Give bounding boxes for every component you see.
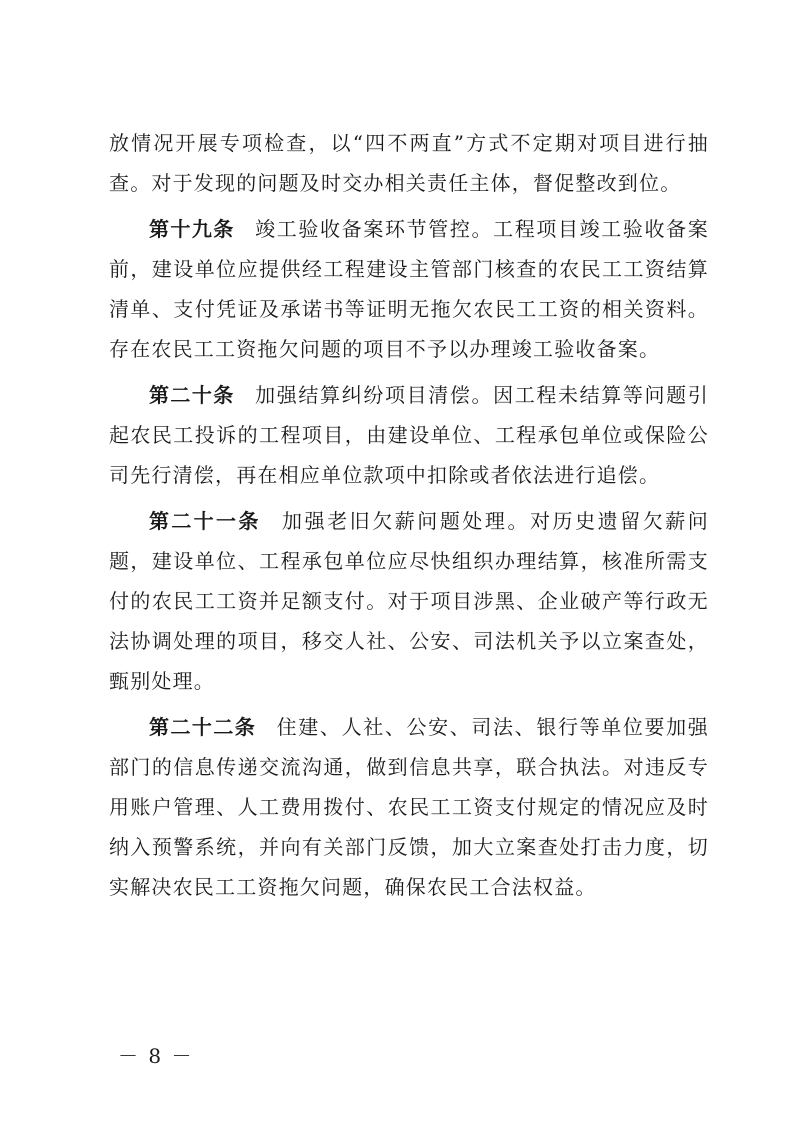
page-number: － 8 － <box>118 1044 194 1068</box>
paragraph-continuation <box>109 123 709 203</box>
paragraph-text: 加强老旧欠薪问题处理。对历史遗留欠薪问题，建设单位、工程承包单位应尽快组织办理结算，核准所需支付的农民工工资并足额支付。对于项目涉黑、企业破产等行政无法协调处理的项目，移交人社、公安、司法机关予以立案查处，甄别处理。 <box>109 509 710 693</box>
article-number: 第二十条 <box>149 383 235 407</box>
paragraph-text: 加强结算纠纷项目清偿。因工程未结算等问题引起农民工投诉的工程项目，由建设单位、工程承包单位或保险公司先行清偿，再在相应单位款项中扣除或者依法进行追偿。 <box>109 383 710 487</box>
article-number: 第二十二条 <box>149 715 257 739</box>
document-body <box>109 123 709 913</box>
paragraph-text: 竣工验收备案环节管控。工程项目竣工验收备案前，建设单位应提供经工程建设主管部门核查的农民工工资结算清单、支付凭证及承诺书等证明无拖欠农民工工资的相关资料。存在农民工工资拖欠问题的项目不予以办理竣工验收备案。 <box>109 217 710 361</box>
paragraph-article-22 <box>109 707 709 907</box>
paragraph-text: 住建、人社、公安、司法、银行等单位要加强部门的信息传递交流沟通，做到信息共享，联合执法。对违反专用账户管理、人工费用拨付、农民工工资支付规定的情况应及时纳入预警系统，并向有关部门反馈，加大立案查处打击力度，切实解决农民工工资拖欠问题，确保农民工合法权益。 <box>109 715 710 899</box>
paragraph-text: 放情况开展专项检查，以“四不两直”方式不定期对项目进行抽查。对于发现的问题及时交办相关责任主体，督促整改到位。 <box>109 131 709 195</box>
paragraph-article-19 <box>109 209 709 369</box>
article-number: 第二十一条 <box>149 509 261 533</box>
paragraph-article-21 <box>109 501 709 701</box>
article-number: 第十九条 <box>149 217 235 241</box>
paragraph-article-20 <box>109 375 709 495</box>
